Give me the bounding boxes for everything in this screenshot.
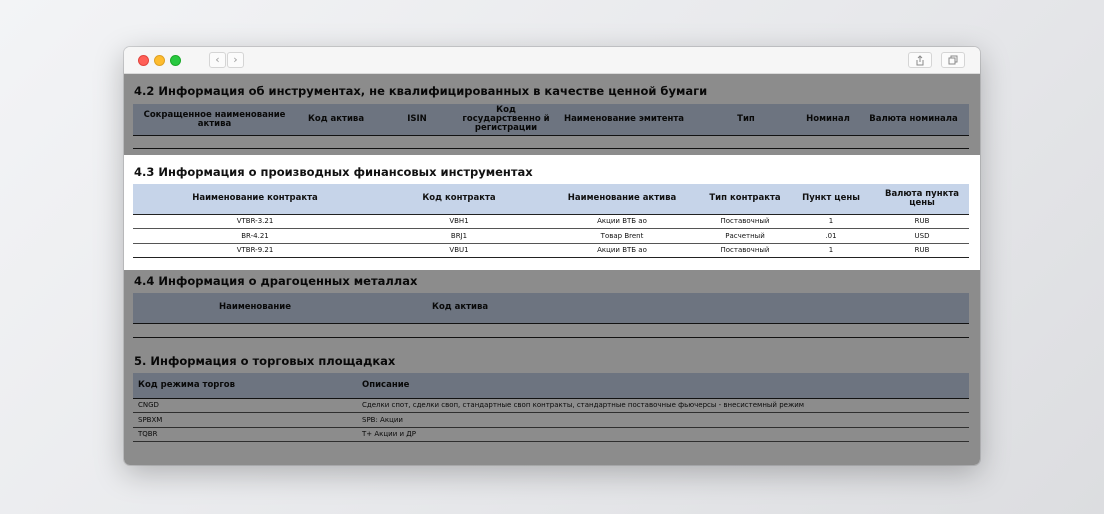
cell-contract-code: BRJ1 — [377, 229, 541, 244]
table-row — [133, 229, 969, 244]
col-contract-code: Код контракта — [377, 184, 541, 214]
cell-description: Сделки спот, сделки своп, стандартные своп контракты, стандартные поставочные фьючерсы - внесистемный режим — [357, 398, 969, 413]
col-metal-asset-code: Код актива — [377, 293, 969, 323]
col-contract-name: Наименование контракта — [133, 184, 377, 214]
cell-contract-name: VTBR-9.21 — [133, 243, 377, 258]
cell-asset-name: Товар Brent — [541, 229, 703, 244]
close-window-button[interactable] — [138, 55, 149, 66]
title-bar — [124, 47, 980, 74]
cell-contract-name: BR-4.21 — [133, 229, 377, 244]
col-isin: ISIN — [376, 104, 458, 136]
cell-contract-type: Поставочный — [703, 243, 787, 258]
table-row — [133, 136, 969, 149]
cell-price-point: 1 — [787, 214, 875, 229]
table-non-securities — [133, 104, 969, 149]
back-button[interactable] — [209, 52, 226, 68]
col-contract-type: Тип контракта — [703, 184, 787, 214]
cell-price-point-currency: RUB — [875, 214, 969, 229]
table-precious-metals — [133, 293, 969, 338]
share-icon — [915, 55, 925, 66]
cell-price-point-currency: RUB — [875, 243, 969, 258]
col-type: Тип — [694, 104, 798, 136]
cell-contract-type: Поставочный — [703, 214, 787, 229]
col-price-point: Пункт цены — [787, 184, 875, 214]
col-reg-code: Код государственно й регистрации — [458, 104, 554, 136]
table-row — [133, 214, 969, 229]
tabs-icon — [948, 55, 959, 65]
col-nominal-currency: Валюта номинала — [858, 104, 969, 136]
cell-price-point-currency: USD — [875, 229, 969, 244]
cell-contract-code: VBU1 — [377, 243, 541, 258]
cell-trading-mode-code: SPBXM — [133, 413, 357, 428]
minimize-window-button[interactable] — [154, 55, 165, 66]
section-4-2-title: 4.2 Информация об инструментах, не квалифицированных в качестве ценной бумаги — [134, 84, 708, 98]
col-asset-code: Код актива — [296, 104, 376, 136]
col-short-name: Сокращенное наименование актива — [133, 104, 296, 136]
col-description: Описание — [357, 373, 969, 398]
cell-contract-name: VTBR-3.21 — [133, 214, 377, 229]
col-trading-mode-code: Код режима торгов — [133, 373, 357, 398]
table-row — [133, 243, 969, 258]
cell-asset-name: Акции ВТБ ао — [541, 214, 703, 229]
table-derivatives — [133, 184, 969, 258]
section-5-title: 5. Информация о торговых площадках — [134, 354, 396, 368]
section-4-4-title: 4.4 Информация о драгоценных металлах — [134, 274, 418, 288]
table-row — [133, 413, 969, 428]
page-content — [124, 74, 980, 465]
cell-description: SPB: Акции — [357, 413, 969, 428]
cell-asset-name: Акции ВТБ ао — [541, 243, 703, 258]
tabs-button[interactable] — [941, 52, 965, 68]
col-price-point-currency: Валюта пункта цены — [875, 184, 969, 214]
col-asset-name: Наименование актива — [541, 184, 703, 214]
cell-price-point: 1 — [787, 243, 875, 258]
cell-contract-type: Расчетный — [703, 229, 787, 244]
cell-price-point: .01 — [787, 229, 875, 244]
browser-window — [124, 47, 980, 465]
table-row — [133, 427, 969, 442]
chevron-right-icon: › — [233, 53, 238, 66]
share-button[interactable] — [908, 52, 932, 68]
col-metal-name: Наименование — [133, 293, 377, 323]
col-nominal: Номинал — [798, 104, 858, 136]
cell-description: Т+ Акции и ДР — [357, 427, 969, 442]
section-4-3-title: 4.3 Информация о производных финансовых инструментах — [134, 165, 533, 179]
cell-trading-mode-code: CNGD — [133, 398, 357, 413]
table-row — [133, 323, 969, 337]
col-issuer: Наименование эмитента — [554, 104, 694, 136]
zoom-window-button[interactable] — [170, 55, 181, 66]
table-row — [133, 398, 969, 413]
chevron-left-icon: ‹ — [215, 53, 220, 66]
forward-button[interactable] — [227, 52, 244, 68]
cell-contract-code: VBH1 — [377, 214, 541, 229]
table-trading-venues — [133, 373, 969, 442]
cell-trading-mode-code: TQBR — [133, 427, 357, 442]
